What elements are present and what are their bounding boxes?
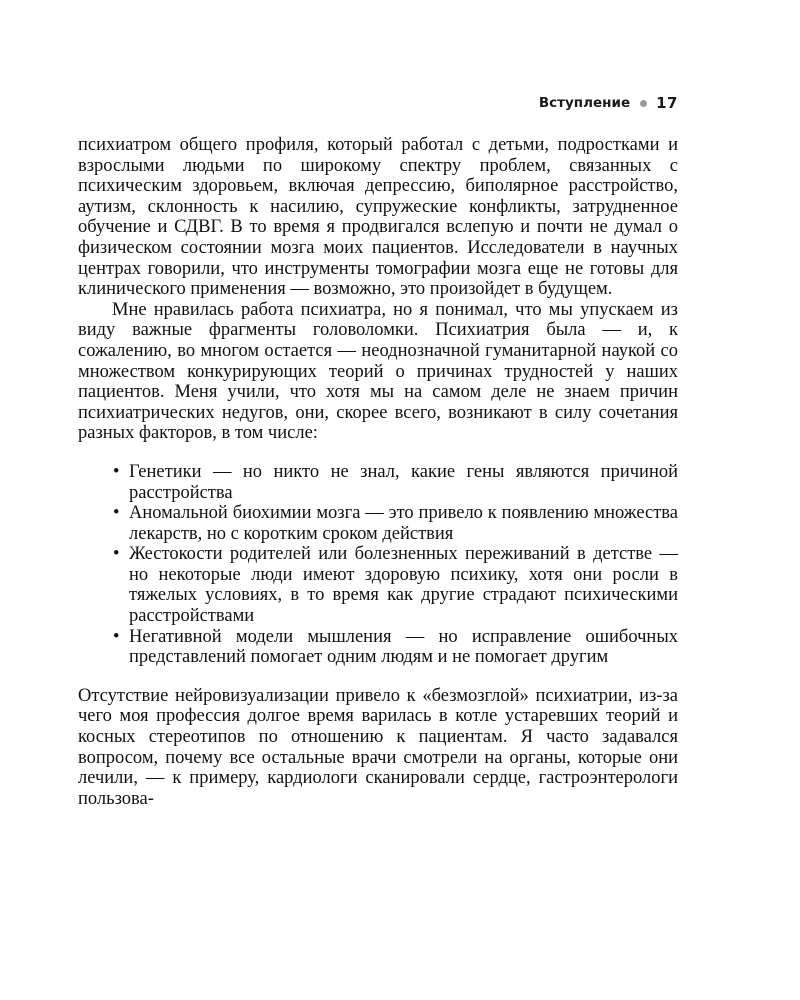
bullet-icon: • bbox=[113, 626, 120, 647]
list-item-text: Генетики — но никто не знал, какие гены являются причиной расстройства bbox=[129, 461, 678, 503]
bullet-icon: • bbox=[113, 544, 120, 565]
list-item bbox=[113, 627, 678, 668]
list-item-text: Негативной модели мышления — но исправление ошибочных представлений помогает одним людям и не помогает другим bbox=[129, 626, 678, 668]
list-item bbox=[113, 462, 678, 503]
body-text bbox=[78, 135, 678, 809]
page-number: 17 bbox=[656, 94, 678, 112]
list-item bbox=[113, 544, 678, 626]
running-header bbox=[539, 94, 678, 112]
bullet-icon: • bbox=[113, 503, 120, 524]
paragraph-2: Мне нравилась работа психиатра, но я понимал, что мы упускаем из виду важные фрагменты головоломки. Психиатрия была — и, к сожалению, во многом остается — неоднозначной гуманитарной наукой со множеством конкурирующих теорий о причинах трудностей у наших пациентов. Меня учили, что хотя мы на самом деле не знаем причин психиатрических недугов, они, скорее всего, возникают в силу сочетания разных факторов, в том числе: bbox=[78, 299, 678, 444]
separator-dot-icon bbox=[640, 100, 647, 107]
section-title: Вступление bbox=[538, 95, 631, 111]
list-item-text: Аномальной биохимии мозга — это привело к появлению множества лекарств, но с коротким сроком действия bbox=[129, 503, 678, 544]
bullet-icon: • bbox=[113, 461, 120, 482]
factor-list bbox=[78, 462, 678, 668]
paragraph-3: Отсутствие нейровизуализации привело к «безмозглой» психиатрии, из-за чего моя профессия долгое время варилась в котле устаревших теорий и косных стереотипов по отношению к пациентам. Я часто задавался вопросом, почему все остальные врачи смотрели на органы, которые они лечили, — к примеру, кардиологи сканировали сердце, гастроэнтерологи пользова- bbox=[78, 685, 678, 809]
paragraph-1: психиатром общего профиля, который работал с детьми, подростками и взрослыми людьми по широкому спектру проблем, связанных с психическим здоровьем, включая депрессию, биполярное расстройство, аутизм, склонность к насилию, супружеские конфликты, затрудненное обучение и СДВГ. В то время я продвигался вслепую и почти не думал о физическом состоянии мозга моих пациентов. Исследователи в научных центрах говорили, что инструменты томографии мозга еще не готовы для клинического применения — возможно, это произойдет в будущем. bbox=[78, 135, 678, 300]
list-item-text: Жестокости родителей или болезненных переживаний в детстве — но некоторые люди имеют здоровую психику, хотя они росли в тяжелых условиях, в то время как другие страдают психическими расстройствами bbox=[129, 544, 678, 627]
list-item bbox=[113, 503, 678, 544]
